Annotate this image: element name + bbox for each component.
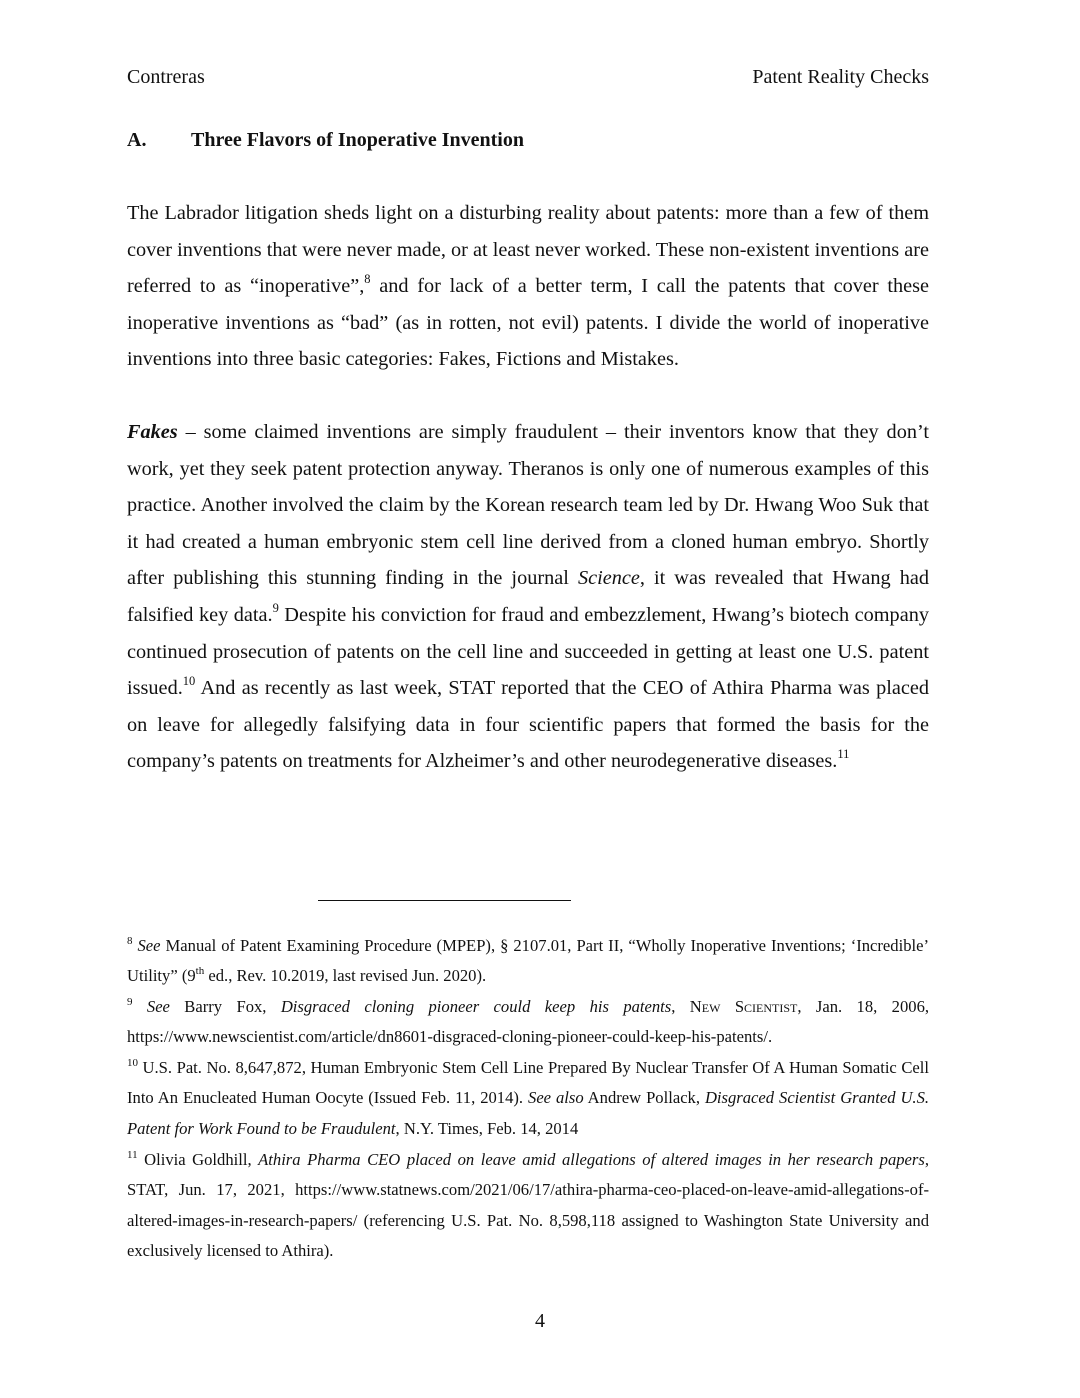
footnote-signal: See [146,997,170,1016]
footnote-ref-9[interactable]: 9 [272,600,279,615]
footnote-author: Andrew Pollack, [583,1088,705,1108]
footnote-10 [127,1053,929,1144]
footnote-journal: New Scientist [689,997,798,1016]
footnote-ordinal: th [195,965,205,978]
footnote-text: Manual of Patent Examining Procedure (MPEP), § 2107.01, Part II, “Wholly Inoperative Inventions; ‘Incredible’ Utility” (9 [127,936,929,986]
footnote-text-2: ed., Rev. 10.2019, last revised Jun. 2020). [204,966,487,986]
footnote-ref-10[interactable]: 10 [182,674,196,689]
footnote-8 [127,931,929,992]
footnote-text: U.S. Pat. No. 8,647,872, Human Embryonic Stem Cell Line Prepared By Nuclear Transfer Of A Human Somatic Cell Into An Enucleated Human Oocyte (Issued Feb. 11, 2014). [127,1058,929,1108]
footnote-signal: See also [528,1088,584,1108]
section-letter: A. [127,129,147,151]
footnote-number: 9 [127,996,133,1008]
paragraph-fakes-text-2: , it was revealed that Hwang had falsified key data. [127,567,929,626]
footnote-divider [318,900,571,901]
footnote-number: 8 [127,935,133,947]
page-number: 4 [535,1310,545,1332]
section-heading [127,127,524,153]
footnote-link-text[interactable]: , Jan. 18, 2006, https://www.newscientist.com/article/dn8601-disgraced-cloning-pioneer-could-keep-his-patents/. [127,997,930,1047]
paragraph-intro-text-2: and for lack of a better term, I call the patents that cover these inoperative inventions as “bad” (as in rotten, not evil) patents. I divide the world of inoperative inventions into three basic categories: Fakes, Fictions and Mistakes. [127,275,929,371]
header-running-title: Patent Reality Checks [752,66,929,88]
footnote-number: 10 [127,1057,138,1069]
journal-science: Science [577,567,640,590]
footnote-author: Barry Fox, [169,997,281,1016]
footnote-signal: See [137,936,161,955]
footnote-11 [127,1145,929,1267]
footnote-article-title: Disgraced cloning pioneer could keep his patents [280,997,672,1016]
footnote-article-title: Disgraced Scientist Granted U.S. Patent for Work Found to be Fraudulent [127,1088,930,1138]
paragraph-fakes [127,414,929,780]
footnote-text-2: , N.Y. Times, Feb. 14, 2014 [395,1118,579,1138]
header-author: Contreras [127,66,205,88]
footnote-separator: , [671,997,690,1016]
footnote-article-title: Athira Pharma CEO placed on leave amid allegations of altered images in her research papers [258,1150,925,1169]
paragraph-intro [127,195,929,378]
section-title: Three Flavors of Inoperative Invention [191,129,524,151]
footnote-number: 11 [127,1149,138,1161]
paragraph-fakes-text-4: And as recently as last week, STAT reported that the CEO of Athira Pharma was placed on leave for allegedly falsifying data in four scientific papers that formed the basis for the company’s patents on treatments for Alzheimer’s and other neurodegenerative diseases. [127,677,929,773]
footnote-ref-11[interactable]: 11 [837,747,850,762]
fakes-lead-term: Fakes [127,421,178,443]
paragraph-intro-text-1: The Labrador litigation sheds light on a disturbing reality about patents: more than a few of them cover inventions that were never made, or at least never worked. These non-existent inventions are referred to as “inoperative”, [127,202,929,298]
footnote-ref-8[interactable]: 8 [364,272,371,287]
paragraph-fakes-text-1: – some claimed inventions are simply fraudulent – their inventors know that they don’t work, yet they seek patent protection anyway. Theranos is only one of numerous examples of this practice. Another involved the claim by the Korean research team led by Dr. Hwang Woo Suk that it had created a human embryonic stem cell line derived from a cloned human embryo. Shortly after publishing this stunning finding in the journal [127,421,929,590]
footnote-link-text[interactable]: , STAT, Jun. 17, 2021, https://www.statnews.com/2021/06/17/athira-pharma-ceo-placed-on-leave-amid-allegations-of-altered-images-in-research-papers/ (referencing U.S. Pat. No. 8,598,118 assigned to Washington State University and exclusively licensed to Athira). [127,1150,929,1261]
footnote-9 [127,992,929,1053]
footnote-author: Olivia Goldhill, [137,1150,259,1169]
paragraph-fakes-text-3: Despite his conviction for fraud and embezzlement, Hwang’s biotech company continued prosecution of patents on the cell line and succeeded in getting at least one U.S. patent issued. [127,603,929,700]
